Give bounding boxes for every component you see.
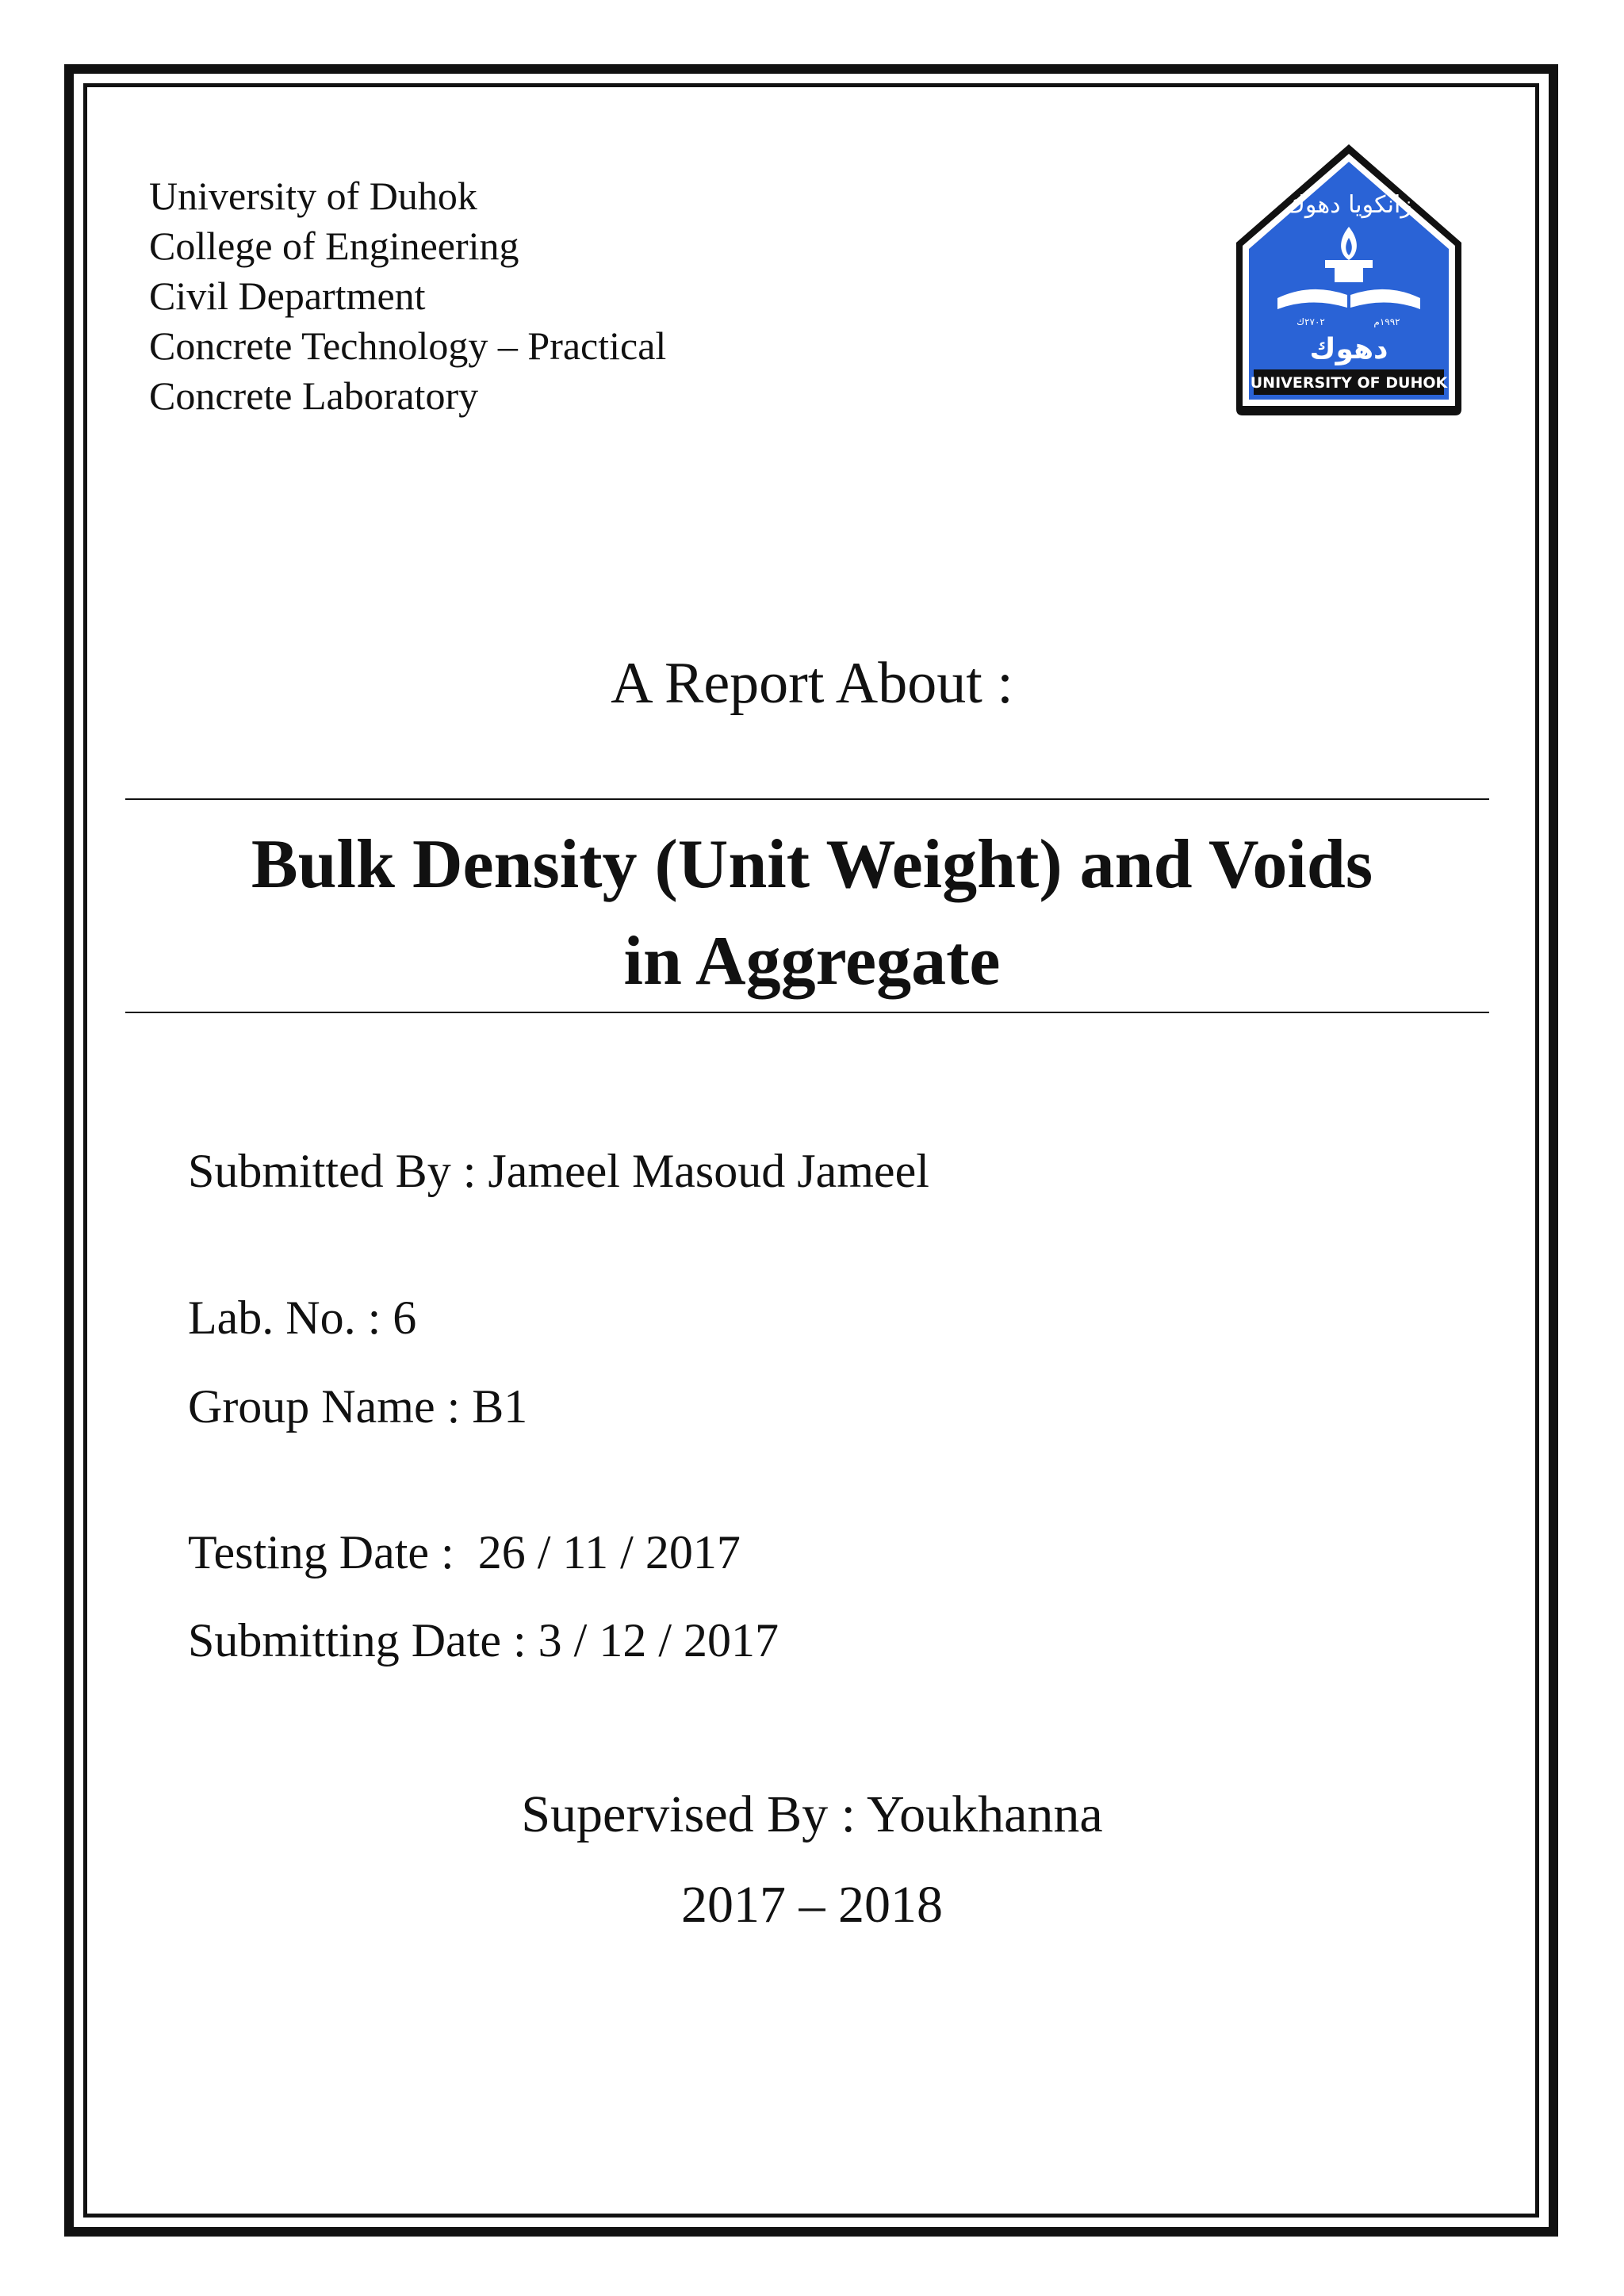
logo-wordmark: دهوك: [1309, 333, 1388, 365]
header-laboratory: Concrete Laboratory: [149, 373, 479, 418]
submitting-date: Submitting Date : 3 / 12 / 2017: [188, 1614, 779, 1667]
logo-banner-text: UNIVERSITY OF DUHOK: [1250, 374, 1448, 392]
submitted-by: Submitted By : Jameel Masoud Jameel: [188, 1145, 929, 1197]
title-rule-bottom: [125, 1012, 1489, 1013]
report-title: [0, 817, 1624, 1010]
report-title-line-2: in Aggregate: [623, 923, 1001, 1000]
institution-header: [149, 171, 666, 421]
lab-number: Lab. No. : 6: [188, 1292, 417, 1344]
header-department: Civil Department: [149, 274, 426, 318]
report-title-line-1: Bulk Density (Unit Weight) and Voids: [251, 826, 1373, 903]
testing-date: Testing Date : 26 / 11 / 2017: [188, 1526, 741, 1578]
university-logo: [1231, 140, 1466, 420]
logo-year-left: ١٩٩٢م: [1373, 316, 1400, 327]
logo-year-right: ٢٧٠٢ك: [1297, 316, 1325, 327]
header-course: Concrete Technology – Practical: [149, 323, 667, 368]
supervised-by: Supervised By : Youkhanna: [521, 1785, 1103, 1843]
academic-year: 2017 – 2018: [681, 1876, 943, 1934]
report-intro: A Report About :: [611, 651, 1013, 716]
logo-arabic-text: زانكويا دهوك: [1285, 191, 1412, 219]
title-rule-top: [125, 798, 1489, 800]
header-college: College of Engineering: [149, 224, 519, 268]
group-name: Group Name : B1: [188, 1380, 528, 1433]
header-university: University of Duhok: [149, 174, 477, 218]
